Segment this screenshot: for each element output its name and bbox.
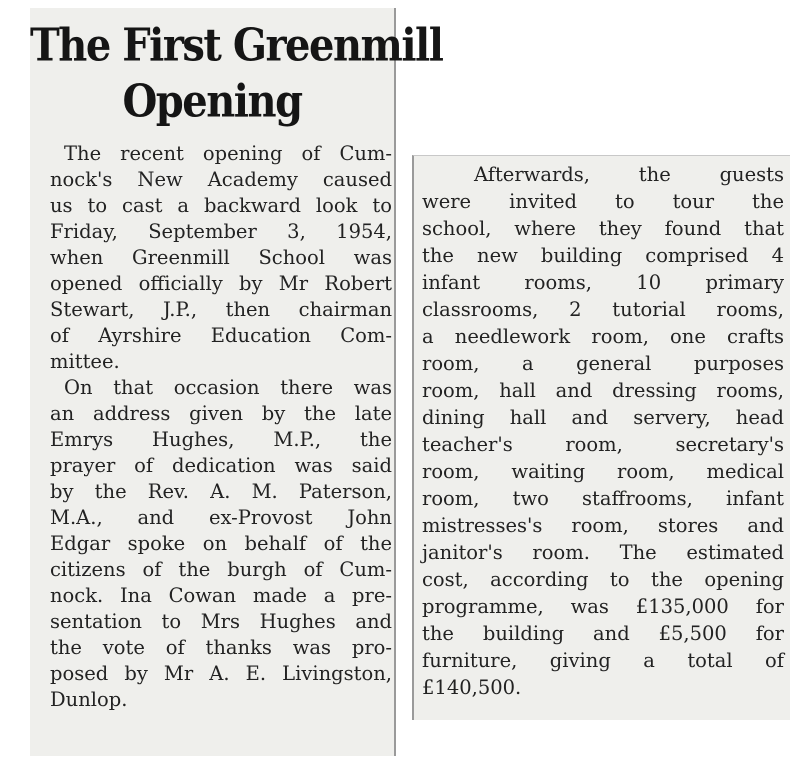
- body-line: citizens of the burgh of Cum-: [50, 558, 392, 581]
- body-line: the vote of thanks was pro-: [50, 636, 392, 659]
- body-line: £140,500.: [422, 676, 522, 699]
- body-line: when Greenmill School was: [50, 246, 392, 269]
- body-line: mistresses's room, stores and: [422, 514, 784, 537]
- body-line: nock's New Academy caused: [50, 168, 392, 191]
- body-line: school, where they found that: [422, 217, 784, 240]
- headline-line-2: Opening: [122, 75, 302, 128]
- body-line: cost, according to the opening: [422, 568, 784, 591]
- body-line: infant rooms, 10 primary: [422, 271, 784, 294]
- body-line: by the Rev. A. M. Paterson,: [50, 480, 392, 503]
- body-line: Stewart, J.P., then chairman: [50, 298, 392, 321]
- body-line: classrooms, 2 tutorial rooms,: [422, 298, 784, 321]
- article-clipping-right: [412, 155, 790, 720]
- body-line: mittee.: [50, 350, 120, 373]
- body-line: furniture, giving a total of: [422, 649, 784, 672]
- body-line: were invited to tour the: [422, 190, 784, 213]
- body-line: prayer of dedication was said: [50, 454, 392, 477]
- body-line: Friday, September 3, 1954,: [50, 220, 392, 243]
- body-line: janitor's room. The estimated: [422, 541, 784, 564]
- body-line: the new building comprised 4: [422, 244, 784, 267]
- article-clipping-left: [30, 8, 443, 756]
- body-line: sentation to Mrs Hughes and: [50, 610, 392, 633]
- body-line: M.A., and ex-Provost John: [50, 506, 392, 529]
- body-line: The recent opening of Cum-: [64, 142, 392, 165]
- body-line: Dunlop.: [50, 688, 128, 711]
- body-line: dining hall and servery, head: [422, 406, 784, 429]
- body-line: of Ayrshire Education Com-: [50, 324, 392, 347]
- body-line: us to cast a backward look to: [50, 194, 392, 217]
- body-line: room, two staffrooms, infant: [422, 487, 784, 510]
- body-line: room, hall and dressing rooms,: [422, 379, 784, 402]
- body-line: a needlework room, one crafts: [422, 325, 784, 348]
- body-line: posed by Mr A. E. Livingston,: [50, 662, 392, 685]
- body-line: room, waiting room, medical: [422, 460, 784, 483]
- body-line: the building and £5,500 for: [422, 622, 784, 645]
- body-line: an address given by the late: [50, 402, 392, 425]
- body-line: programme, was £135,000 for: [422, 595, 784, 618]
- body-line: Emrys Hughes, M.P., the: [50, 428, 392, 451]
- headline-line-1: The First Greenmill: [30, 19, 443, 72]
- body-line: On that occasion there was: [64, 376, 392, 399]
- body-line: Afterwards, the guests: [474, 163, 784, 186]
- body-line: room, a general purposes: [422, 352, 784, 375]
- body-line: nock. Ina Cowan made a pre-: [50, 584, 392, 607]
- body-line: Edgar spoke on behalf of the: [50, 532, 392, 555]
- body-line: opened officially by Mr Robert: [50, 272, 392, 295]
- body-line: teacher's room, secretary's: [422, 433, 784, 456]
